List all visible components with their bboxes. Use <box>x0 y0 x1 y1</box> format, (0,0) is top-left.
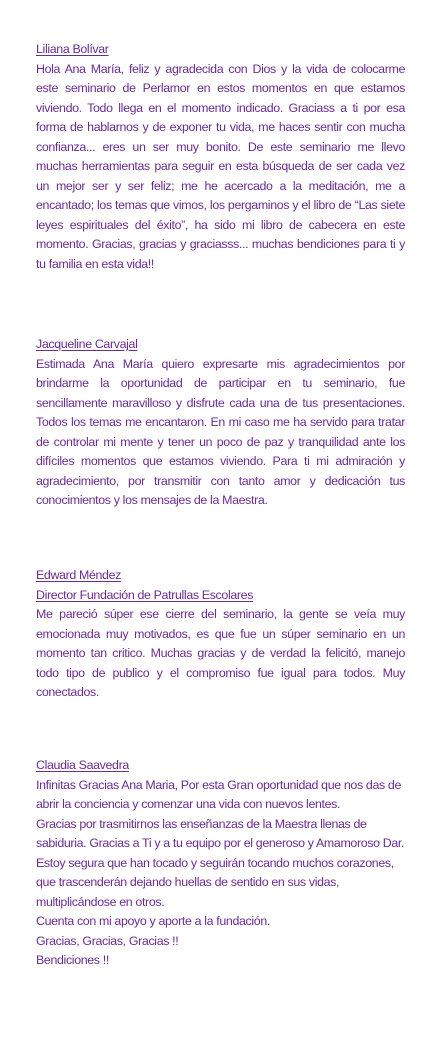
testimonial-author-role: Director Fundación de Patrullas Escolares <box>36 587 254 602</box>
testimonial-line: Bendiciones !! <box>36 953 109 967</box>
testimonial-liliana <box>36 40 405 274</box>
testimonial-line: Infinitas Gracias Ana Maria, Por esta Gran oportunidad que nos das de abrir la conciencia y comenzar una vida con nuevos lentes. <box>36 777 402 811</box>
testimonial-line: Estoy segura que han tocado y seguirán tocando muchos corazones, que trascenderán dejando huellas de sentido en sus vidas, multiplicándose en otros. <box>36 855 394 909</box>
testimonial-claudia <box>36 756 405 971</box>
testimonial-jacqueline <box>36 335 405 511</box>
testimonial-author: Liliana Bolívar <box>36 42 109 56</box>
testimonial-author: Claudia Saavedra <box>36 758 129 772</box>
testimonial-line: Cuenta con mi apoyo y aporte a la fundación. <box>36 914 270 928</box>
testimonial-author: Jacqueline Carvajal <box>36 337 138 351</box>
testimonial-author: Edward Méndez <box>36 568 121 582</box>
testimonial-text: Me pareció súper ese cierre del seminario, la gente se veía muy emocionada muy motivados, es que fue un súper seminario en un momento tan critico. Muchas gracias y de verdad la felicitó, manejo todo tipo de publico y el compromiso fue igual para todos. Muy conectados. <box>36 607 405 699</box>
testimonial-text: Hola Ana María, feliz y agradecida con Dios y la vida de colocarme este seminario de Perlamor en estos momentos en que estamos viviendo. Todo llega en el momento indicado. Graciass a ti por esa forma de hablarnos y de exponer tu vida, me haces sentir con mucha confianza... eres un ser muy bonito. De este seminario me llevo muchas herramientas para seguir en esta búsqueda de ser cada vez un mejor ser y ser feliz; me he acercado a la meditación, me a encantado; los temas que vimos, los pergaminos y el libro de “Las siete leyes espirituales del éxito”, ha sido mi libro de cabecera en este momento. Gracias, gracias y graciasss... muchas bendiciones para ti y tu familia en esta vida!! <box>36 61 405 271</box>
testimonial-text: Estimada Ana María quiero expresarte mis agradecimientos por brindarme la oportunidad de participar en tu seminario, fue sencillamente maravilloso y disfrute cada una de tus presentaciones. Todos los temas me encantaron. En mi caso me ha servido para tratar de controlar mi mente y tener un poco de paz y tranquilidad ante los difíciles momentos que estamos viviendo. Para ti mi admiración y agradecimiento, por transmitir con tanto amor y dedicación tus conocimientos y los mensajes de la Maestra. <box>36 356 405 507</box>
testimonial-line: Gracias por trasmitirnos las enseñanzas de la Maestra llenas de sabiduria. Gracias a Ti y a tu equipo por el generoso y Amamoroso Dar. <box>36 816 405 850</box>
testimonial-edward <box>36 566 405 703</box>
testimonial-line: Gracias, Gracias, Gracias !! <box>36 933 179 948</box>
